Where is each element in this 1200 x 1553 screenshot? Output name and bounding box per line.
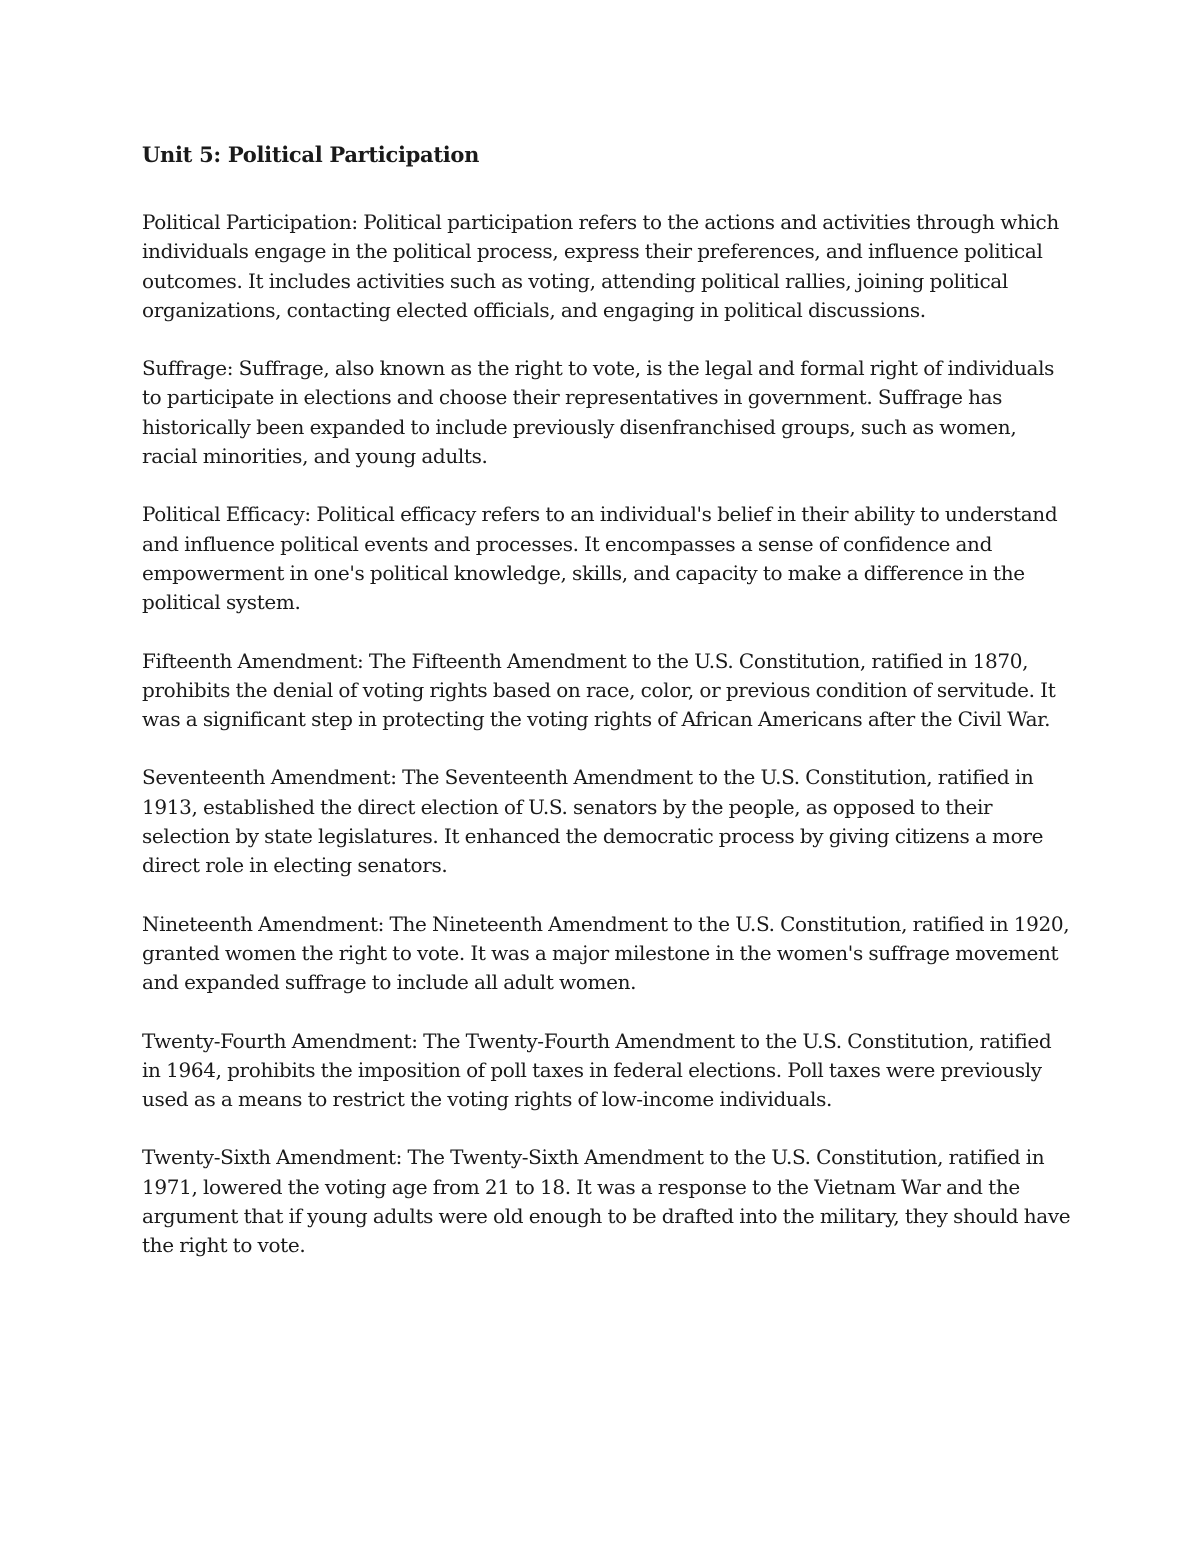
entry-suffrage: Suffrage: Suffrage, also known as the right to vote, is the legal and formal right of individuals to participate in elections and choose their representatives in government. Suffrage has historically been expanded to include previously disenfranchised groups, such as women, racial minorities, and young adults. bbox=[142, 356, 1055, 469]
entry-twenty-sixth-amendment: Twenty-Sixth Amendment: The Twenty-Sixth Amendment to the U.S. Constitution, ratified in 1971, lowered the voting age from 21 to 18. It was a response to the Vietnam War and the argument that if young adults were old enough to be drafted into the military, they should have the right to vote. bbox=[142, 1145, 1071, 1258]
document-page bbox=[142, 138, 1072, 1290]
entry-political-efficacy: Political Efficacy: Political efficacy refers to an individual's belief in their ability to understand and influence political events and processes. It encompasses a sense of confidence and empowerment in one's political knowledge, skills, and capacity to make a difference in the political system. bbox=[142, 502, 1058, 615]
entry-fifteenth-amendment: Fifteenth Amendment: The Fifteenth Amendment to the U.S. Constitution, ratified in 1870, prohibits the denial of voting rights based on race, color, or previous condition of servitude. It was a significant step in protecting the voting rights of African Americans after the Civil War. bbox=[142, 648, 1056, 732]
document-title: Unit 5: Political Participation bbox=[142, 142, 480, 167]
entry-nineteenth-amendment: Nineteenth Amendment: The Nineteenth Amendment to the U.S. Constitution, ratified in 1920, granted women the right to vote. It was a major milestone in the women's suffrage movement and expanded suffrage to include all adult women. bbox=[142, 911, 1070, 995]
entry-seventeenth-amendment: Seventeenth Amendment: The Seventeenth Amendment to the U.S. Constitution, ratified in 1913, established the direct election of U.S. senators by the people, as opposed to their selection by state legislatures. It enhanced the democratic process by giving citizens a more direct role in electing senators. bbox=[142, 765, 1044, 878]
entry-political-participation: Political Participation: Political participation refers to the actions and activities through which individuals engage in the political process, express their preferences, and influence political outcomes. It includes activities such as voting, attending political rallies, joining political organizations, contacting elected officials, and engaging in political discussions. bbox=[142, 210, 1059, 322]
entry-twenty-fourth-amendment: Twenty-Fourth Amendment: The Twenty-Fourth Amendment to the U.S. Constitution, ratified in 1964, prohibits the imposition of poll taxes in federal elections. Poll taxes were previously used as a means to restrict the voting rights of low-income individuals. bbox=[142, 1028, 1052, 1112]
